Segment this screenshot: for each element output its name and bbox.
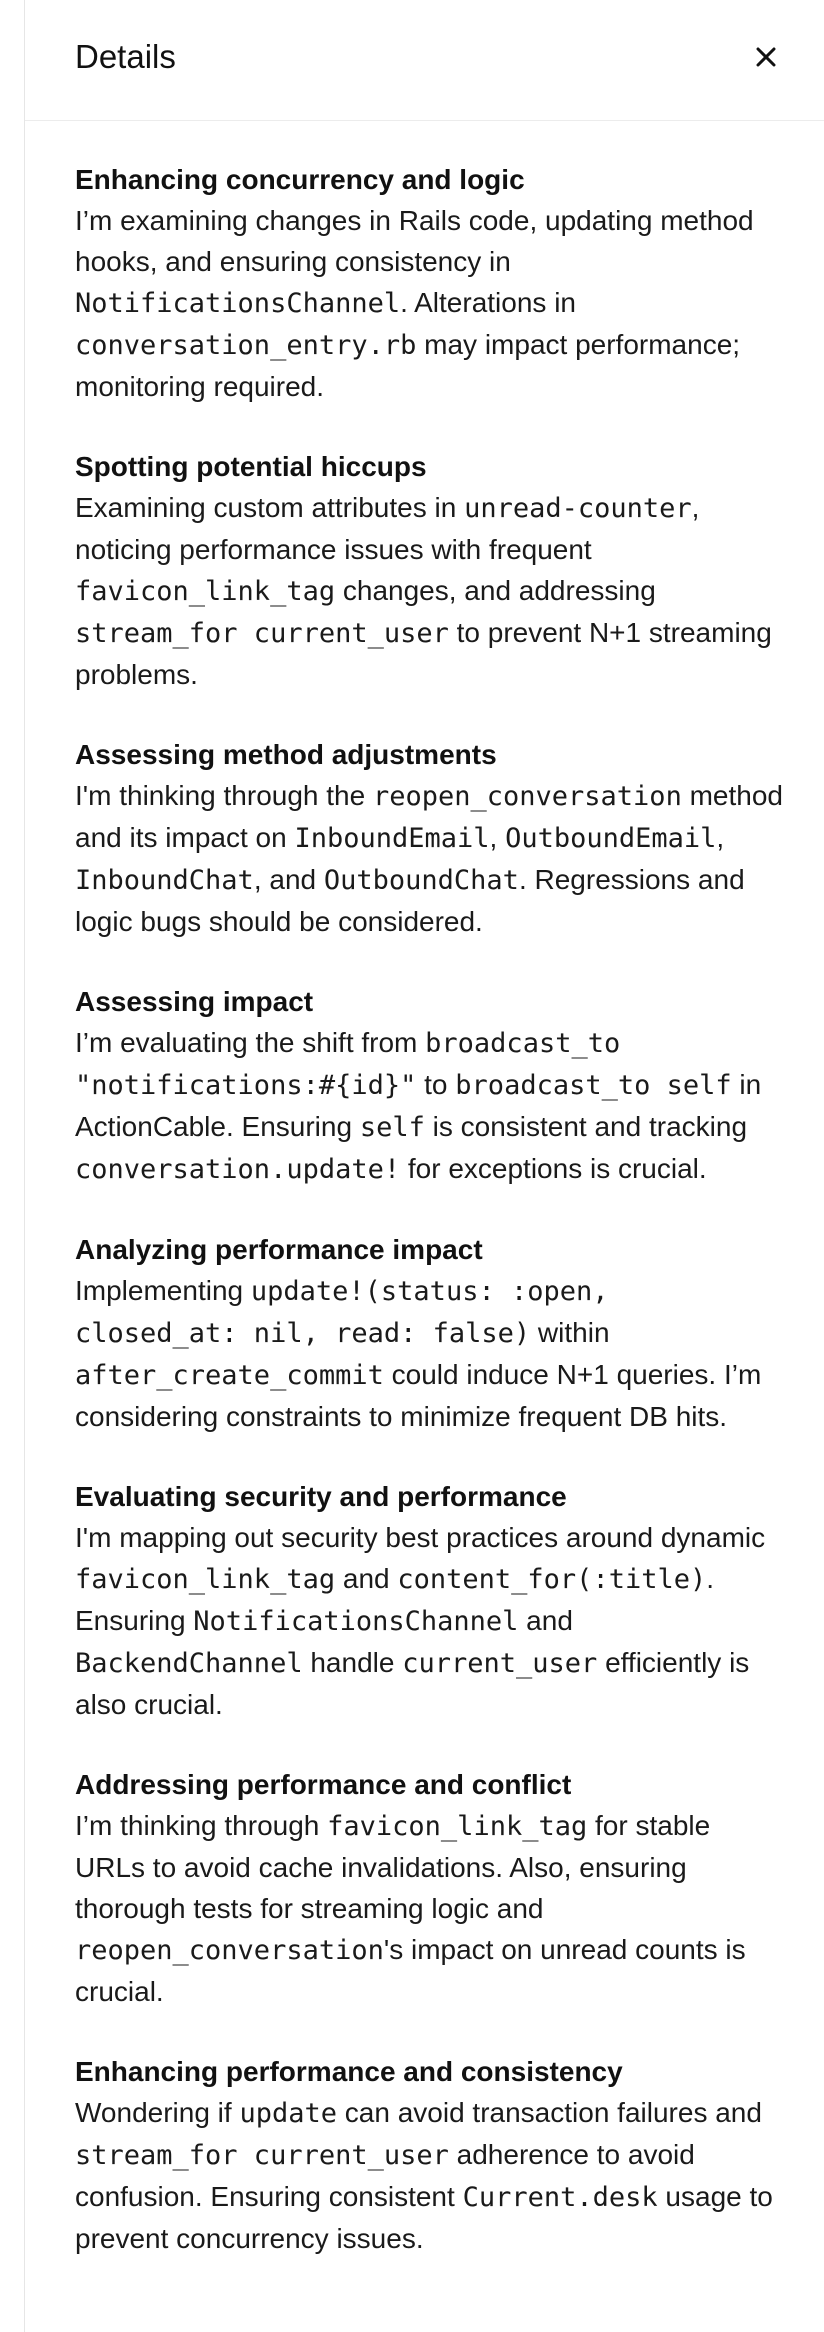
code-snippet: broadcast_to "notifications:#{id}" [75, 1028, 621, 1101]
panel-title: Details [75, 38, 176, 75]
body-text: Implementing [75, 1275, 251, 1306]
code-snippet: favicon_link_tag [75, 1564, 336, 1595]
body-text: for stable URLs to avoid cache invalidations. Also, ensuring thorough tests for streaming logic and [75, 1810, 711, 1924]
reasoning-step [75, 2052, 787, 2259]
code-snippet: InboundEmail [294, 823, 490, 854]
code-snippet: NotificationsChannel [193, 1606, 519, 1637]
step-title: Evaluating security and performance [75, 1481, 567, 1512]
details-panel [24, 0, 824, 2332]
body-text: I’m examining changes in Rails code, updating method hooks, and ensuring consistency in [75, 205, 754, 277]
close-icon[interactable] [749, 40, 783, 74]
code-snippet: InboundChat [75, 865, 254, 896]
body-text: Wondering if [75, 2097, 240, 2128]
body-text: Examining custom attributes in [75, 492, 465, 523]
step-title: Analyzing performance impact [75, 1234, 483, 1265]
step-body [75, 487, 787, 695]
reasoning-step [75, 982, 787, 1190]
code-snippet: stream_for current_user [75, 618, 449, 649]
body-text: for exceptions is crucial. [400, 1153, 707, 1184]
step-title: Assessing method adjustments [75, 739, 497, 770]
close-icon-glyph [749, 40, 783, 74]
step-body [75, 1517, 787, 1725]
step-body [75, 1805, 787, 2012]
body-text: 's impact on unread counts is crucial. [75, 1934, 746, 2007]
body-text: may impact performance; monitoring required. [75, 329, 741, 402]
body-text: I'm mapping out security best practices around dynamic [75, 1522, 766, 1553]
reasoning-step [75, 447, 787, 695]
body-text: to prevent N+1 streaming problems. [75, 617, 772, 690]
body-text: in ActionCable. Ensuring [75, 1069, 762, 1142]
reasoning-step [75, 735, 787, 942]
body-text: and [335, 1563, 398, 1594]
body-text: method and its impact on [75, 780, 783, 853]
body-text: to [416, 1069, 456, 1100]
code-snippet: OutboundEmail [505, 823, 717, 854]
body-text: , [716, 822, 725, 853]
body-text: usage to prevent concurrency issues. [75, 2181, 773, 2254]
body-text: . Ensuring [75, 1563, 715, 1636]
step-title: Addressing performance and conflict [75, 1769, 572, 1800]
body-text: , [489, 822, 506, 853]
body-text: , noticing performance issues with frequent [75, 492, 700, 565]
code-snippet: after_create_commit [75, 1360, 384, 1391]
code-snippet: stream_for current_user [75, 2140, 449, 2171]
code-snippet: Current.desk [462, 2182, 658, 2213]
panel-header [25, 0, 824, 121]
code-snippet: favicon_link_tag [75, 576, 336, 607]
body-text: is consistent and tracking [424, 1111, 748, 1142]
body-text: and [518, 1605, 573, 1636]
body-text: . Alterations in [400, 287, 576, 318]
code-snippet: content_for(:title) [397, 1564, 707, 1595]
body-text: adherence to avoid confusion. Ensuring consistent [75, 2139, 695, 2212]
step-body [75, 1270, 787, 1437]
step-body [75, 1022, 787, 1190]
step-title: Enhancing concurrency and logic [75, 164, 525, 195]
body-text: I'm thinking through the [75, 780, 373, 811]
body-text: I’m thinking through [75, 1810, 328, 1841]
code-snippet: current_user [402, 1648, 598, 1679]
code-snippet: update!(status: :open, closed_at: nil, read: false) [75, 1276, 609, 1349]
code-snippet: BackendChannel [75, 1648, 303, 1679]
step-body [75, 2092, 787, 2259]
code-snippet: OutboundChat [323, 865, 519, 896]
step-body [75, 775, 787, 942]
code-snippet: reopen_conversation [372, 781, 682, 812]
reasoning-step [75, 160, 787, 407]
body-text: changes, and addressing [335, 575, 656, 606]
code-snippet: update [239, 2098, 338, 2129]
details-content [75, 160, 787, 2299]
body-text: could induce N+1 queries. I’m considering constraints to minimize frequent DB hits. [75, 1359, 762, 1432]
step-title: Spotting potential hiccups [75, 451, 427, 482]
body-text: efficiently is also crucial. [75, 1647, 750, 1720]
code-snippet: self [359, 1112, 425, 1143]
body-text: within [530, 1317, 610, 1348]
step-body [75, 200, 787, 407]
code-snippet: conversation.update! [75, 1154, 401, 1185]
body-text: can avoid transaction failures and [337, 2097, 762, 2128]
code-snippet: broadcast_to self [455, 1070, 732, 1101]
reasoning-step [75, 1477, 787, 1725]
body-text: I’m evaluating the shift from [75, 1027, 426, 1058]
code-snippet: reopen_conversation [75, 1935, 384, 1966]
step-title: Enhancing performance and consistency [75, 2056, 623, 2087]
code-snippet: NotificationsChannel [75, 288, 401, 319]
reasoning-step [75, 1765, 787, 2012]
body-text: , and [253, 864, 324, 895]
reasoning-step [75, 1230, 787, 1437]
code-snippet: conversation_entry.rb [75, 330, 417, 361]
code-snippet: unread-counter [464, 493, 692, 524]
body-text: . Regressions and logic bugs should be considered. [75, 864, 745, 937]
step-title: Assessing impact [75, 986, 314, 1017]
code-snippet: favicon_link_tag [327, 1811, 588, 1842]
body-text: handle [302, 1647, 403, 1678]
